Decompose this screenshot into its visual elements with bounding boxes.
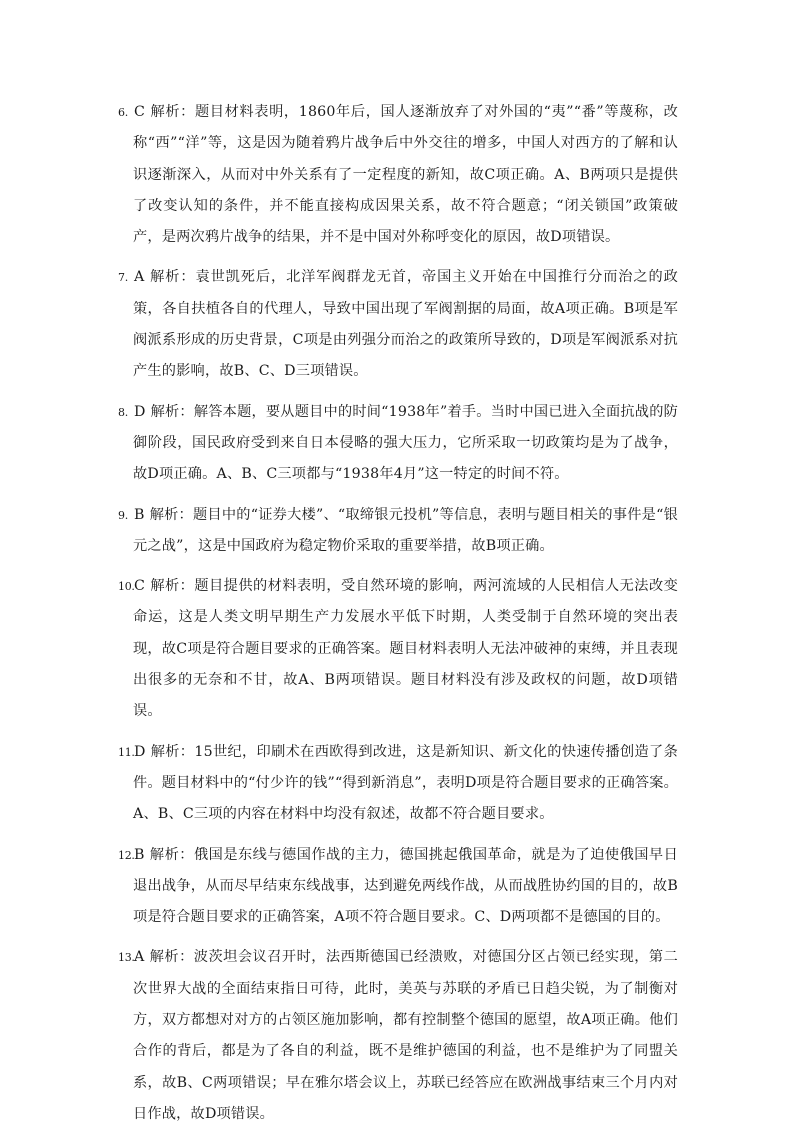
explanation-item-9 bbox=[118, 500, 678, 563]
item-text: 解析：题目中的“证券大楼”、“取缔银元投机”等信息，表明与题目相关的事件是“银元之战”，这是中国政府为稳定物价采取的重要举措，故B项正确。 bbox=[133, 506, 678, 554]
explanation-item-11 bbox=[118, 737, 678, 831]
item-text: 解析：波茨坦会议召开时，法西斯德国已经溃败，对德国分区占领已经实现，第二次世界大战的全面结束指日可待，此时，美英与苏联的矛盾已日趋尖锐，为了制衡对方，双方都想对对方的占领区施加影响，都有控制整个德国的愿望，故A项正确。他们合作的背后，都是为了各自的利益，既不是维护德国的利益，也不是维护为了同盟关系，故B、C两项错误；早在雅尔塔会议上，苏联已经答应在欧洲战事结束三个月内对日作战，故D项错误。 bbox=[133, 949, 678, 1122]
item-answer: C bbox=[134, 578, 146, 595]
explanation-item-13 bbox=[118, 942, 678, 1130]
item-number: 13. bbox=[118, 951, 135, 965]
item-answer: D bbox=[134, 403, 146, 420]
explanation-item-6 bbox=[118, 97, 678, 253]
item-answer: A bbox=[134, 269, 145, 286]
item-number: 9. bbox=[118, 508, 128, 522]
item-text: 解析：俄国是东线与德国作战的主力，德国挑起俄国革命，就是为了迫使俄国早日退出战争，从而尽早结束东线战事，达到避免两线作战，从而战胜协约国的目的，故B项是符合题目要求的正确答案，A项不符合题目要求。C、D两项都不是德国的目的。 bbox=[133, 846, 678, 926]
answer-explanations bbox=[118, 97, 678, 1139]
item-text: 解析：题目提供的材料表明，受自然环境的影响，两河流域的人民相信人无法改变命运，这是人类文明早期生产力发展水平低下时期，人类受制于自然环境的突出表现，故C项是符合题目要求的正确答案。题目材料表明人无法冲破神的束缚，并且表现出很多的无奈和不甘，故A、B两项错误。题目材料没有涉及政权的问题，故D项错误。 bbox=[133, 578, 678, 720]
item-answer: D bbox=[134, 743, 146, 760]
item-answer: C bbox=[134, 104, 146, 120]
explanation-item-10 bbox=[118, 571, 678, 727]
item-number: 7. bbox=[118, 271, 128, 285]
item-number: 12. bbox=[118, 848, 135, 862]
item-number: 11. bbox=[118, 745, 135, 759]
explanation-item-8 bbox=[118, 397, 678, 491]
item-answer: B bbox=[134, 506, 145, 523]
item-answer: A bbox=[134, 949, 145, 966]
item-number: 8. bbox=[118, 405, 128, 419]
explanation-item-12 bbox=[118, 840, 678, 934]
item-text: 解析：袁世凯死后，北洋军阀群龙无首，帝国主义开始在中国推行分而治之的政策，各自扶植各自的代理人，导致中国出现了军阀割据的局面，故A项正确。B项是军阀派系形成的历史背景，C项是由列强分而治之的政策所导致的，D项是军阀派系对抗产生的影响，故B、C、D三项错误。 bbox=[133, 269, 678, 380]
item-number: 6. bbox=[118, 106, 128, 119]
item-number: 10. bbox=[118, 580, 135, 594]
explanation-item-7 bbox=[118, 262, 678, 387]
item-text: 解析：题目材料表明，1860年后，国人逐渐放弃了对外国的“夷”“番”等蔑称，改称“西”“洋”等，这是因为随着鸦片战争后中外交往的增多，中国人对西方的了解和认识逐渐深入，从而对中外关系有了一定程度的新知，故C项正确。A、B两项只是提供了改变认知的条件，并不能直接构成因果关系，故不符合题意；“闭关锁国”政策破产，是两次鸦片战争的结果，并不是中国对外称呼变化的原因，故D项错误。 bbox=[133, 104, 678, 246]
item-text: 解析：15世纪，印刷术在西欧得到改进，这是新知识、新文化的快速传播创造了条件。题目材料中的“付少许的钱”“得到新消息”，表明D项是符合题目要求的正确答案。A、B、C三项的内容在材料中均没有叙述，故都不符合题目要求。 bbox=[133, 743, 678, 823]
item-answer: B bbox=[134, 846, 145, 863]
item-text: 解析：解答本题，要从题目中的时间“1938年”着手。当时中国已进入全面抗战的防御阶段，国民政府受到来自日本侵略的强大压力，它所采取一切政策均是为了战争，故D项正确。A、B、C三项都与“1938年4月”这一特定的时间不符。 bbox=[133, 403, 678, 483]
